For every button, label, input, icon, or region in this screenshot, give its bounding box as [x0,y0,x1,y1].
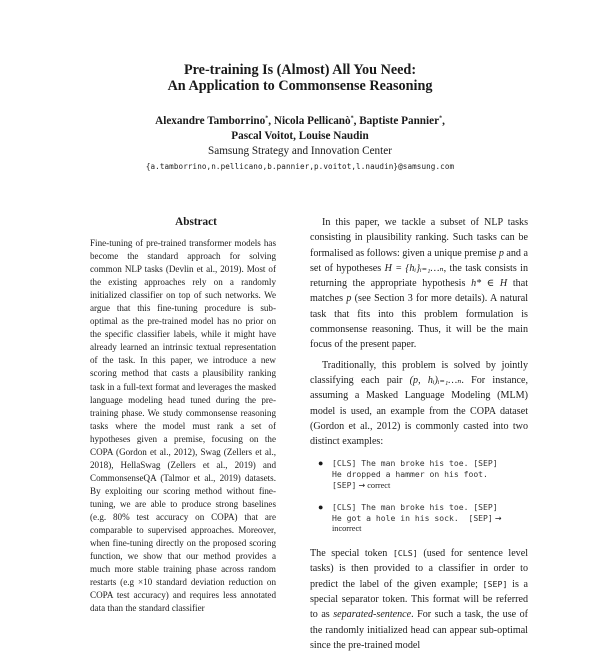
affiliation: Samsung Strategy and Innovation Center [208,145,392,157]
author-name: Nicola Pellicanò [273,115,351,127]
text-run: . For instance, assuming a Masked Language Modeling (MLM) model is used, an example from the COPA dataset (Gordon et al., 2012) is commonly casted into two distinct examples: [310,374,528,448]
abstract-body [90,237,276,615]
list-item [310,458,528,491]
text-run: and a set of hypotheses [310,247,529,274]
text-run: (see Section 3 for more details). A natural task that fits into this problem formulation is commonsense reasoning. Thus, it will be the main focus of the present paper. [310,293,528,351]
author-name: Baptiste Pannier [359,115,440,127]
arrow-icon: → [494,513,502,523]
author-mark: * [439,115,443,122]
example-list [310,458,528,535]
example-token: [SEP] [332,479,357,490]
list-item [310,502,528,535]
math-pair: (p, hᵢ)ᵢ₌₁…ₙ [409,374,462,386]
example-line: [CLS] The man broke his toe. [SEP] [332,458,498,469]
text-run: that matches [310,278,529,305]
intro-paragraph-1 [310,215,528,353]
author-mark: * [350,115,354,122]
text-run: In this paper, we tackle a subset of NLP tasks consisting in plausibility ranking. Such tasks can be formalised as follows: given a unique premise [310,217,528,259]
sep-token: [SEP] [482,578,508,589]
author-mark: * [265,115,269,122]
emphasis: separated-sentence [333,609,412,621]
arrow-icon: → [358,480,366,490]
math-hypotheses-set: H = {hᵢ}ᵢ₌₁…ₙ [384,262,444,274]
abstract-heading: Abstract [175,216,217,228]
bullet-icon: ● [318,458,324,469]
paper-title-line-1: Pre-training Is (Almost) All You Need: [183,62,417,78]
abstract-text: Fine-tuning of pre-trained transformer models has become the standard approach for solving common NLP tasks (Devlin et al., 2019). Most of the existing approaches rely on a randomly initialized classifier on top of such networks. We argue that this fine-tuning procedure is sub-optimal as the pre-trained model has no prior on the specific classifier labels, while it might have already learned an intrinsic textual representation of the task. In this paper, we introduce a new scoring method that casts a plausibility ranking task in a full-text format and leverages the masked language modeling head tuned during the pre-training phase. We study commonsense reasoning tasks where the model must rank a set of hypotheses given a premise, focusing on the COPA (Gordon et al., 2012), Swag (Zellers et al., 2018), HellaSwag (Zellers et al., 2019) and CommonsenseQA (Talmor et al., 2019) datasets. By exploiting our scoring method without fine-tuning, we are able to produce strong baselines (e.g. 80% test accuracy on COPA) that are comparable to supervised approaches. Moreover, when fine-tuning directly on the proposed scoring function, we show that our method provides a much more stable training phase across random restarts (e.g ×10 standard deviation reduction on COPA test accuracy) and requires less annotated data than the standard classifier [90,238,276,614]
author-separator: , [268,115,274,127]
example-line: [CLS] The man broke his toe. [SEP] [332,502,498,513]
author-emails: {a.tamborrino,n.pellicano,b.pannier,p.voitot,l.naudin}@samsung.com [145,162,455,171]
example-label: incorrect [332,524,362,534]
example-label: correct [367,480,391,490]
text-run: The special token [310,548,393,560]
bullet-icon: ● [318,502,324,513]
text-run: , the task consists in returning the appropriate hypothesis [310,262,528,290]
authors-line-2: Pascal Voitot, Louise Naudin [231,130,369,142]
example-line: He dropped a hammer on his foot. [332,469,488,480]
text-run: Traditionally, this problem is solved by jointly classifying each pair [310,359,528,386]
math-premise: p [498,247,504,259]
text-run: . For such a task, the use of the randomly initialized head can appear sub-optimal since the pre-trained model [310,609,528,651]
intro-column [310,215,528,653]
text-run: is a special separator token. This format will be referred to as [310,578,529,621]
author-name: Alexandre Tamborrino [155,115,266,127]
author-separator: , [442,115,445,127]
text-run: (used for sentence level tasks) is then provided to a classifier in order to predict the label of the given example; [310,548,529,590]
cls-token: [CLS] [392,548,418,559]
math-correct-hypothesis: h* ∈ H [471,278,508,290]
intro-paragraph-2 [310,358,528,450]
example-line: He got a hole in his sock. [SEP] [332,512,493,523]
paper-title-line-2: An Application to Commonsense Reasoning [167,78,433,94]
author-separator: , [353,115,360,127]
math-premise: p [346,293,352,305]
authors-line-1 [0,114,600,129]
